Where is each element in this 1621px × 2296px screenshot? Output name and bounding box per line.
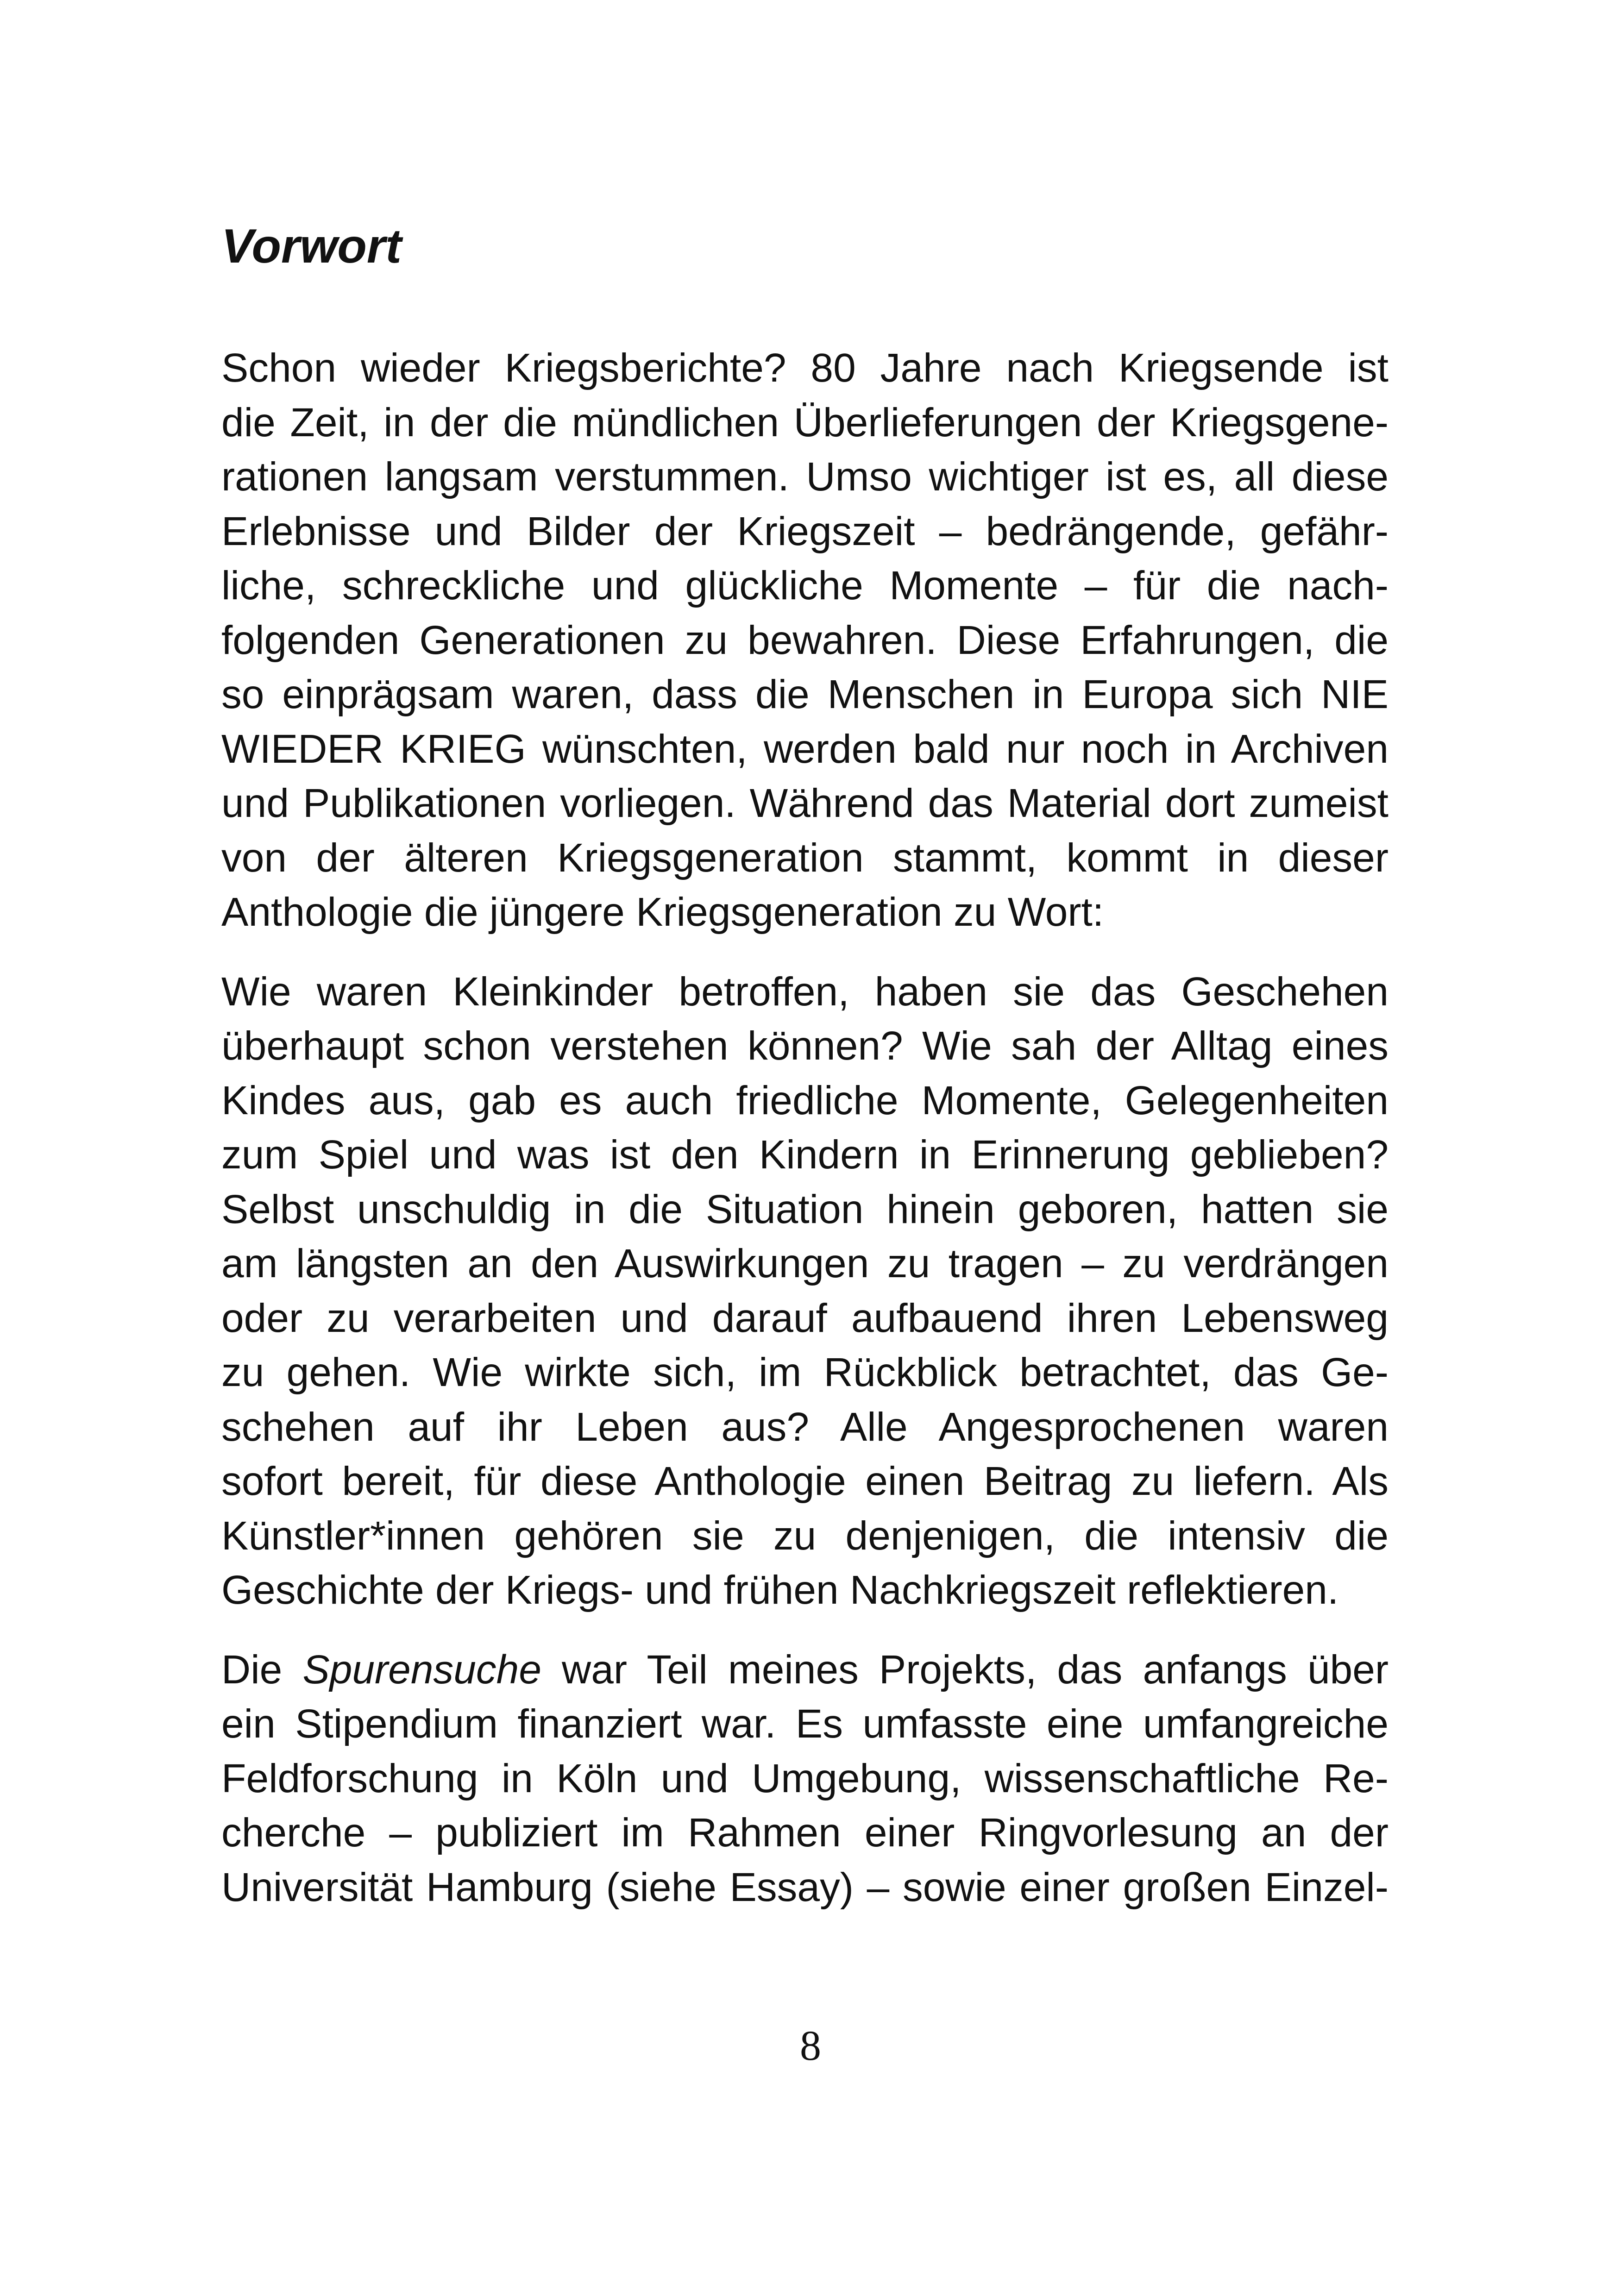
body-text bbox=[221, 341, 1389, 1939]
text-line: von der älteren Kriegsgeneration stammt, kommt in dieser bbox=[221, 834, 1389, 880]
text-line: Kindes aus, gab es auch friedliche Momente, Gelegenheiten bbox=[221, 1077, 1389, 1123]
text-line: folgenden Generationen zu bewahren. Diese Erfahrungen, die bbox=[221, 617, 1389, 663]
text-line: zum Spiel und was ist den Kindern in Erinnerung geblieben? bbox=[221, 1132, 1389, 1177]
paragraph-2 bbox=[221, 965, 1389, 1618]
text-line: am längsten an den Auswirkungen zu tragen – zu verdrängen bbox=[221, 1241, 1389, 1286]
text-line: sofort bereit, für diese Anthologie einen Beitrag zu liefern. Als bbox=[221, 1458, 1389, 1504]
text-line: WIEDER KRIEG wünschten, werden bald nur noch in Archiven bbox=[221, 726, 1389, 772]
text-line: und Publikationen vorliegen. Während das Material dort zumeist bbox=[221, 780, 1389, 826]
text-run: war Teil meines Projekts, das anfangs über bbox=[541, 1646, 1389, 1692]
text-line: Wie waren Kleinkinder betroffen, haben sie das Geschehen bbox=[221, 968, 1389, 1014]
text-line: Anthologie die jüngere Kriegsgeneration zu Wort: bbox=[221, 889, 1104, 935]
text-run: Die bbox=[221, 1646, 303, 1692]
text-line: cherche – publiziert im Rahmen einer Ringvorlesung an der bbox=[221, 1810, 1389, 1855]
text-line: rationen langsam verstummen. Umso wichtiger ist es, all diese bbox=[221, 454, 1389, 499]
chapter-heading: Vorwort bbox=[221, 220, 402, 273]
emphasized-term: Spurensuche bbox=[302, 1646, 541, 1692]
text-line bbox=[221, 1643, 1389, 1697]
paragraph-1 bbox=[221, 341, 1389, 940]
text-line: die Zeit, in der die mündlichen Überlieferungen der Kriegsgene- bbox=[221, 399, 1389, 445]
text-line: Feldforschung in Köln und Umgebung, wissenschaftliche Re- bbox=[221, 1755, 1389, 1801]
text-line: überhaupt schon verstehen können? Wie sah der Alltag eines bbox=[221, 1023, 1389, 1068]
text-line: Selbst unschuldig in die Situation hinein geboren, hatten sie bbox=[221, 1186, 1389, 1232]
text-line: zu gehen. Wie wirkte sich, im Rückblick betrachtet, das Ge- bbox=[221, 1349, 1389, 1395]
page-number: 8 bbox=[800, 2022, 821, 2069]
text-line: Künstler*innen gehören sie zu denjenigen, die intensiv die bbox=[221, 1512, 1389, 1558]
text-line: liche, schreckliche und glückliche Momente – für die nach- bbox=[221, 563, 1389, 608]
text-line: Geschichte der Kriegs- und frühen Nachkriegszeit reflektieren. bbox=[221, 1567, 1339, 1612]
text-line: Schon wieder Kriegsberichte? 80 Jahre nach Kriegsende ist bbox=[221, 345, 1389, 390]
text-line: ein Stipendium finanziert war. Es umfasste eine umfangreiche bbox=[221, 1701, 1389, 1746]
text-line: so einprägsam waren, dass die Menschen in Europa sich NIE bbox=[221, 671, 1389, 717]
text-line: Universität Hamburg (siehe Essay) – sowie einer großen Einzel- bbox=[221, 1864, 1389, 1910]
text-line: Erlebnisse und Bilder der Kriegszeit – bedrängende, gefähr- bbox=[221, 508, 1389, 554]
text-line: schehen auf ihr Leben aus? Alle Angesprochenen waren bbox=[221, 1404, 1389, 1449]
text-line: oder zu verarbeiten und darauf aufbauend ihren Lebensweg bbox=[221, 1295, 1389, 1341]
paragraph-3 bbox=[221, 1643, 1389, 1915]
